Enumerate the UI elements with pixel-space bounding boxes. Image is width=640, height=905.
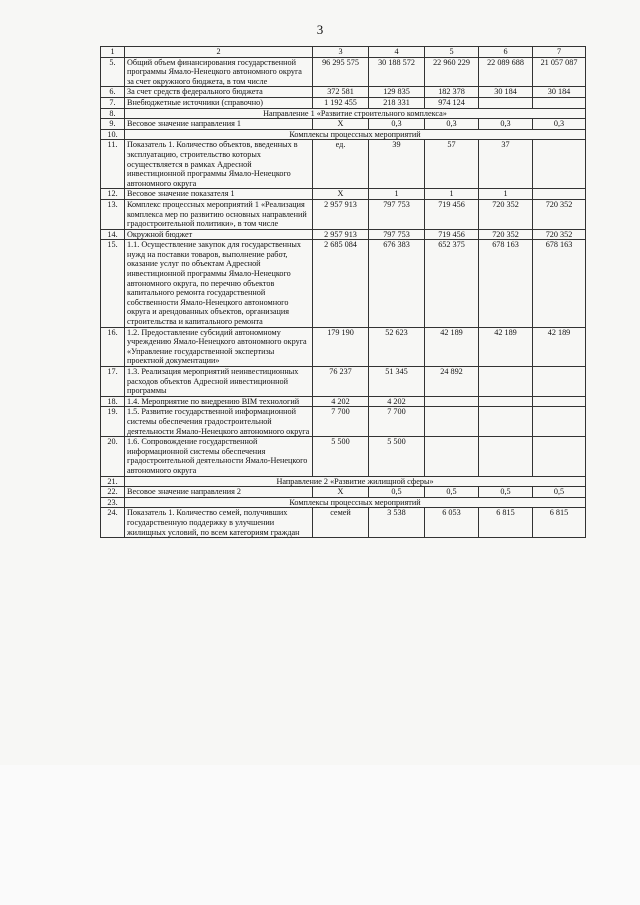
row-description: 1.2. Предоставление субсидий автономному учреждению Ямало-Ненецкого автономного округа «Управление государственной экспертизы проектной документации» [125, 327, 313, 366]
value-cell: 2 957 913 [313, 199, 369, 229]
value-cell: 4 202 [313, 396, 369, 407]
value-cell: 797 753 [369, 229, 425, 240]
value-cell: 1 192 455 [313, 97, 369, 108]
row-number: 20. [101, 437, 125, 476]
value-cell: 30 188 572 [369, 57, 425, 87]
section-heading: Комплексы процессных мероприятий [125, 129, 586, 140]
row-description: 1.5. Развитие государственной информационной системы обеспечения градостроительной деятельности Ямало-Ненецкого автономного округа [125, 407, 313, 437]
value-cell: 0,5 [533, 487, 586, 498]
value-cell [479, 437, 533, 476]
value-cell: 2 685 084 [313, 240, 369, 327]
value-cell: 37 [479, 140, 533, 189]
value-cell: 52 623 [369, 327, 425, 366]
column-header: 1 [101, 47, 125, 58]
row-description: 1.4. Мероприятие по внедрению BIM технологий [125, 396, 313, 407]
value-cell: ед. [313, 140, 369, 189]
table-row [101, 57, 586, 87]
value-cell: 22 960 229 [425, 57, 479, 87]
table-row [101, 396, 586, 407]
row-description: Показатель 1. Количество объектов, введенных в эксплуатацию, строительство которых осуществляется в рамках Адресной инвестиционной программы Ямало-Ненецкого автономного округа [125, 140, 313, 189]
column-header: 7 [533, 47, 586, 58]
value-cell: 218 331 [369, 97, 425, 108]
table-row [101, 119, 586, 130]
value-cell: 719 456 [425, 229, 479, 240]
value-cell: X [313, 487, 369, 498]
value-cell [425, 396, 479, 407]
row-description: Окружной бюджет [125, 229, 313, 240]
value-cell: 6 815 [533, 508, 586, 538]
row-number: 9. [101, 119, 125, 130]
value-cell: 4 202 [369, 396, 425, 407]
value-cell: 974 124 [425, 97, 479, 108]
row-description: Весовое значение направления 1 [125, 119, 313, 130]
value-cell: 0,3 [479, 119, 533, 130]
value-cell: 0,5 [479, 487, 533, 498]
row-number: 22. [101, 487, 125, 498]
value-cell: 0,5 [369, 487, 425, 498]
row-description: Весовое значение направления 2 [125, 487, 313, 498]
row-description: Общий объем финансирования государственной программы Ямало-Ненецкого автономного округа за счет окружного бюджета, в том числе [125, 57, 313, 87]
value-cell [425, 407, 479, 437]
value-cell: 5 500 [313, 437, 369, 476]
column-header: 2 [125, 47, 313, 58]
value-cell: X [313, 189, 369, 200]
table-row [101, 437, 586, 476]
row-number: 14. [101, 229, 125, 240]
value-cell: 720 352 [479, 199, 533, 229]
financing-table [100, 46, 586, 538]
value-cell: 0,3 [425, 119, 479, 130]
row-number: 23. [101, 497, 125, 508]
value-cell: 719 456 [425, 199, 479, 229]
value-cell [533, 189, 586, 200]
value-cell: 96 295 575 [313, 57, 369, 87]
row-number: 8. [101, 108, 125, 119]
value-cell [479, 367, 533, 397]
value-cell: 678 163 [479, 240, 533, 327]
row-description: Весовое значение показателя 1 [125, 189, 313, 200]
row-description: 1.1. Осуществление закупок для государственных нужд на поставки товаров, выполнение работ, оказание услуг по объектам Адресной инвестиционной программы Ямало-Ненецкого автономного округа, по перечню объектов капитального ремонта государственной собственности Ямало-Ненецкого автономного округа и арендованных объектов, организация строительства и капитального ремонта [125, 240, 313, 327]
value-cell: 21 057 087 [533, 57, 586, 87]
row-number: 24. [101, 508, 125, 538]
value-cell: 24 892 [425, 367, 479, 397]
value-cell: 42 189 [479, 327, 533, 366]
value-cell: 7 700 [369, 407, 425, 437]
table-row [101, 108, 586, 119]
value-cell: 42 189 [425, 327, 479, 366]
value-cell: 30 184 [533, 87, 586, 98]
value-cell [479, 396, 533, 407]
table-row [101, 476, 586, 487]
row-description: Внебюджетные источники (справочно) [125, 97, 313, 108]
row-description: Комплекс процессных мероприятий 1 «Реализация комплекса мер по развитию основных направлений градостроительной политики», в том числе [125, 199, 313, 229]
value-cell: 0,5 [425, 487, 479, 498]
value-cell: 7 700 [313, 407, 369, 437]
row-number: 18. [101, 396, 125, 407]
value-cell: 51 345 [369, 367, 425, 397]
table-row [101, 367, 586, 397]
page-margin-below-scan [0, 765, 640, 905]
value-cell: 797 753 [369, 199, 425, 229]
value-cell: 22 089 688 [479, 57, 533, 87]
value-cell: 39 [369, 140, 425, 189]
section-heading: Комплексы процессных мероприятий [125, 497, 586, 508]
table-row [101, 327, 586, 366]
value-cell: 3 538 [369, 508, 425, 538]
value-cell [533, 437, 586, 476]
table-row [101, 240, 586, 327]
value-cell: 6 815 [479, 508, 533, 538]
value-cell: 720 352 [533, 199, 586, 229]
row-number: 15. [101, 240, 125, 327]
table-row [101, 508, 586, 538]
column-header: 5 [425, 47, 479, 58]
table-body [101, 47, 586, 538]
row-description: За счет средств федерального бюджета [125, 87, 313, 98]
column-header: 3 [313, 47, 369, 58]
row-number: 21. [101, 476, 125, 487]
value-cell: X [313, 119, 369, 130]
table-row [101, 199, 586, 229]
value-cell [533, 367, 586, 397]
value-cell: 720 352 [533, 229, 586, 240]
value-cell: 0,3 [533, 119, 586, 130]
row-number: 11. [101, 140, 125, 189]
value-cell: 720 352 [479, 229, 533, 240]
table-row [101, 407, 586, 437]
row-description: Показатель 1. Количество семей, получивших государственную поддержку в улучшении жилищных условий, по всем категориям граждан [125, 508, 313, 538]
value-cell: 30 184 [479, 87, 533, 98]
value-cell: 676 383 [369, 240, 425, 327]
row-description: 1.3. Реализация мероприятий неинвестиционных расходов объектов Адресной инвестиционной программы [125, 367, 313, 397]
value-cell: 6 053 [425, 508, 479, 538]
row-number: 5. [101, 57, 125, 87]
row-number: 7. [101, 97, 125, 108]
page-number: 3 [316, 22, 324, 37]
value-cell: 57 [425, 140, 479, 189]
value-cell: 5 500 [369, 437, 425, 476]
value-cell [533, 140, 586, 189]
value-cell: 652 375 [425, 240, 479, 327]
value-cell: 42 189 [533, 327, 586, 366]
value-cell: 1 [479, 189, 533, 200]
value-cell [425, 437, 479, 476]
row-number: 10. [101, 129, 125, 140]
value-cell: 0,3 [369, 119, 425, 130]
value-cell: 129 835 [369, 87, 425, 98]
section-heading: Направление 2 «Развитие жилищной сферы» [125, 476, 586, 487]
value-cell: 76 237 [313, 367, 369, 397]
column-header: 6 [479, 47, 533, 58]
table-row [101, 87, 586, 98]
row-description: 1.6. Сопровождение государственной информационной системы обеспечения градостроительной деятельности Ямало-Ненецкого автономного округа [125, 437, 313, 476]
table-row [101, 189, 586, 200]
row-number: 6. [101, 87, 125, 98]
header-row [101, 47, 586, 58]
row-number: 13. [101, 199, 125, 229]
table-row [101, 229, 586, 240]
row-number: 19. [101, 407, 125, 437]
value-cell [533, 396, 586, 407]
value-cell: 182 378 [425, 87, 479, 98]
value-cell: 2 957 913 [313, 229, 369, 240]
table-row [101, 129, 586, 140]
value-cell: семей [313, 508, 369, 538]
value-cell: 372 581 [313, 87, 369, 98]
value-cell: 1 [369, 189, 425, 200]
value-cell: 678 163 [533, 240, 586, 327]
row-number: 17. [101, 367, 125, 397]
value-cell: 179 190 [313, 327, 369, 366]
value-cell [533, 97, 586, 108]
value-cell [479, 97, 533, 108]
table-row [101, 497, 586, 508]
value-cell: 1 [425, 189, 479, 200]
row-number: 16. [101, 327, 125, 366]
value-cell [479, 407, 533, 437]
row-number: 12. [101, 189, 125, 200]
value-cell [533, 407, 586, 437]
table-row [101, 97, 586, 108]
section-heading: Направление 1 «Развитие строительного комплекса» [125, 108, 586, 119]
column-header: 4 [369, 47, 425, 58]
table-row [101, 487, 586, 498]
table-row [101, 140, 586, 189]
